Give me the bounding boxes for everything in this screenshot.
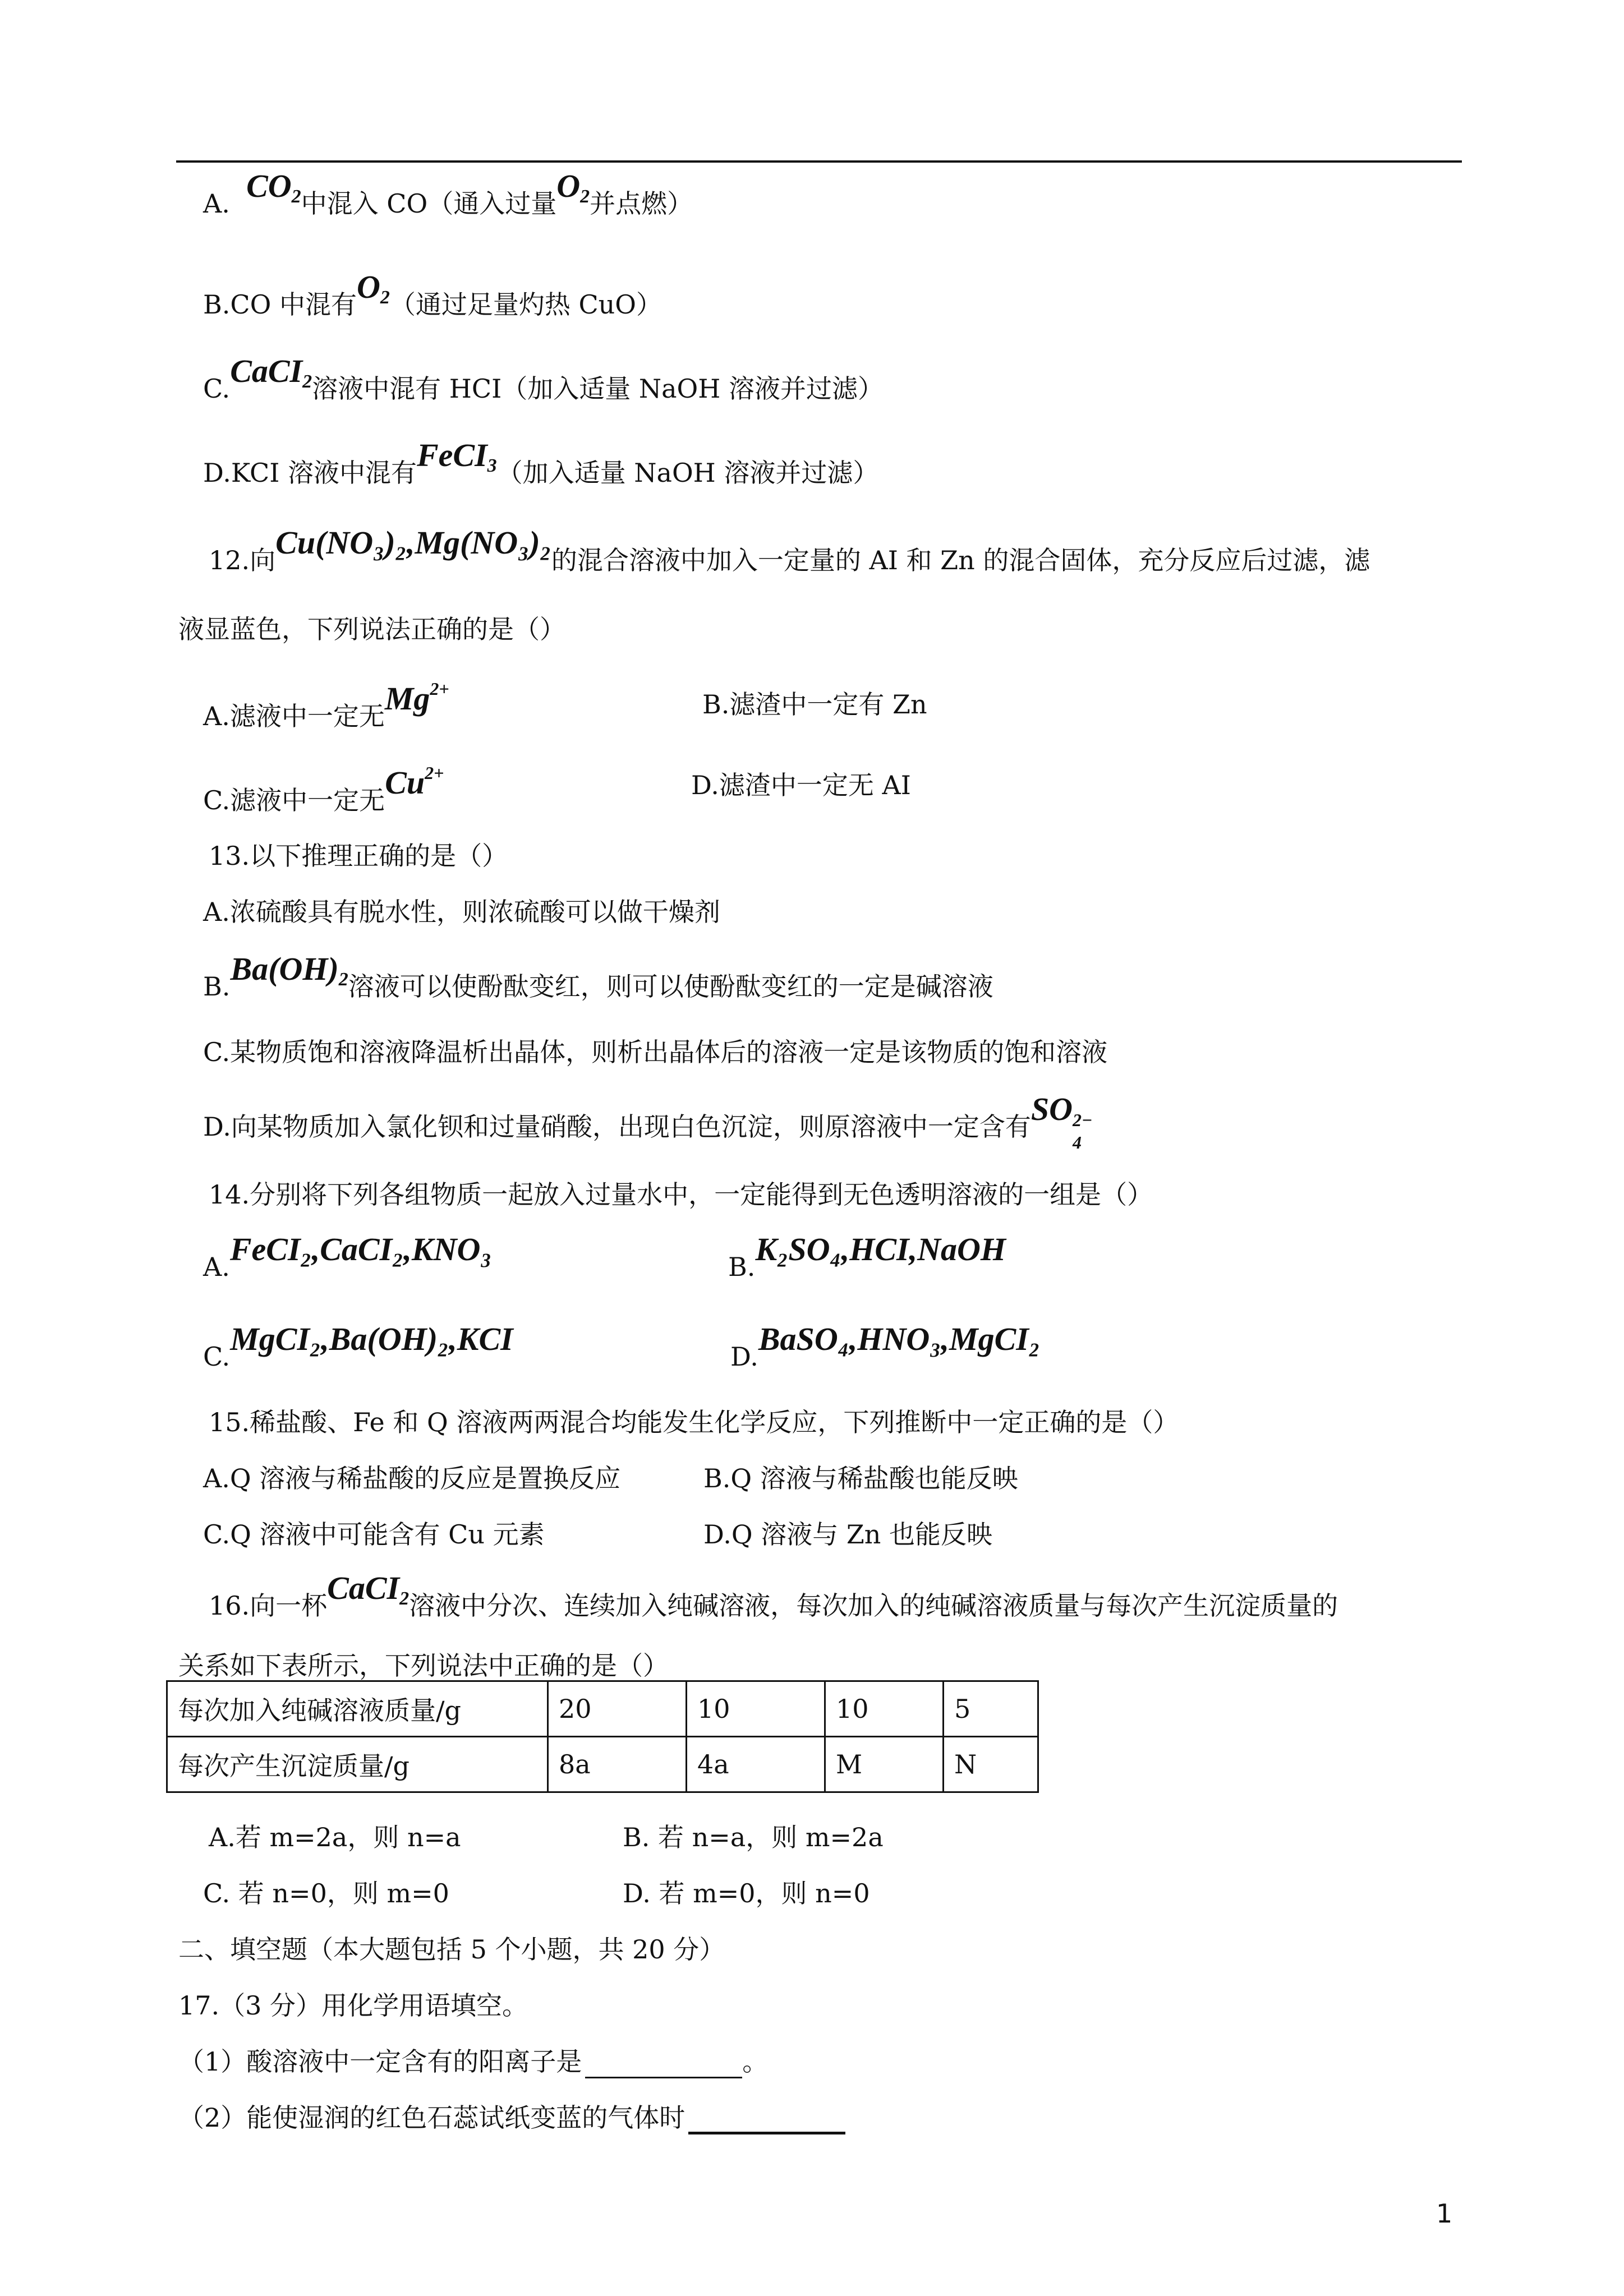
q14-option-b: B.K₂SO₄,HCI,NaOH (728, 1231, 1006, 1282)
answer-blank[interactable] (585, 2051, 742, 2078)
formula: Cu(NO₃)₂,Mg(NO₃)₂ (275, 524, 551, 561)
q17-part-1: （1）酸溶液中一定含有的阳离子是 。 (178, 2045, 768, 2078)
q11-option-b: B.CO 中混有$O_2$（通过足量灼热 CuO） (203, 269, 663, 320)
formula: $Ba(OH)_2$ (230, 951, 348, 990)
q16-option-c: C. 若 n=0，则 m=0 (203, 1878, 449, 1908)
q14-option-d: D.BaSO₄,HNO₃,MgCI₂ (730, 1321, 1041, 1372)
formula: SO 2− 4 (1030, 1091, 1093, 1152)
formula: FeCI$_3$ (416, 437, 497, 476)
q16-stem-line2: 关系如下表所示，下列说法中正确的是（） (178, 1650, 669, 1681)
formula: $O_2$ (556, 168, 590, 207)
q14-option-a: A.FeCI₂,CaCI₂,KNO₃ (203, 1231, 492, 1282)
table-cell: N (944, 1737, 1038, 1792)
q12-option-b: B.滤渣中一定有 Zn (702, 689, 927, 720)
formula: CaCI$_2$ (327, 1570, 410, 1609)
q13-option-c: C.某物质饱和溶液降温析出晶体，则析出晶体后的溶液一定是该物质的饱和溶液 (203, 1037, 1108, 1067)
q11-option-a: A. $CO_2$中混入 CO（通入过量$O_2$并点燃） (203, 168, 693, 219)
q16-data-table (166, 1680, 1039, 1793)
q15-option-c: C.Q 溶液中可能含有 Cu 元素 (203, 1519, 545, 1550)
q15-option-a: A.Q 溶液与稀盐酸的反应是置换反应 (203, 1463, 621, 1493)
q15-stem: 15.稀盐酸、Fe 和 Q 溶液两两混合均能发生化学反应，下列推断中一定正确的是（） (209, 1407, 1179, 1437)
q11-option-d: D.KCI 溶液中混有FeCI$_3$（加入适量 NaOH 溶液并过滤） (203, 437, 879, 488)
q16-option-b: B. 若 n=a，则 m=2a (623, 1822, 884, 1852)
q16-stem: 16.向一杯CaCI$_2$溶液中分次、连续加入纯碱溶液，每次加入的纯碱溶液质量与每次产生沉淀质量的 (209, 1570, 1338, 1621)
q12-option-d: D.滤渣中一定无 AI (691, 770, 911, 800)
table-cell: 10 (825, 1681, 944, 1737)
q13-option-a: A.浓硫酸具有脱水性，则浓硫酸可以做干燥剂 (203, 897, 720, 927)
page-number: 1 (1436, 2198, 1453, 2229)
formula: $Cu^{2+}$ (385, 763, 444, 801)
formula: MgCI₂,Ba(OH)₂,KCI (230, 1321, 513, 1357)
table-cell: 每次加入纯碱溶液质量/g (167, 1681, 548, 1737)
formula: $CO_2$ (246, 168, 301, 207)
q14-option-c: C.MgCI₂,Ba(OH)₂,KCI (203, 1321, 513, 1372)
q17-part-2: （2）能使湿润的红色石蕊试纸变蓝的气体时 (178, 2101, 845, 2134)
table-cell: 每次产生沉淀质量/g (167, 1737, 548, 1792)
q13-stem: 13.以下推理正确的是（） (209, 841, 508, 871)
section-heading: 二、填空题（本大题包括 5 个小题，共 20 分） (178, 1934, 725, 1965)
table-row (167, 1681, 1038, 1737)
table-cell: 8a (548, 1737, 687, 1792)
table-cell: 5 (944, 1681, 1038, 1737)
q12-option-a: A.滤液中一定无$Mg^{2+}$ (203, 679, 449, 731)
q12-stem: 12.向Cu(NO₃)₂,Mg(NO₃)₂的混合溶液中加入一定量的 AI 和 Zn 的混合固体，充分反应后过滤，滤 (209, 524, 1370, 575)
formula: CaCI$_2$ (230, 353, 312, 392)
q16-option-a: A.若 m=2a，则 n=a (209, 1822, 461, 1852)
table-row (167, 1737, 1038, 1792)
q13-option-d: D.向某物质加入氯化钡和过量硝酸，出现白色沉淀，则原溶液中一定含有SO 2− 4 (203, 1091, 1093, 1152)
table-cell: 4a (687, 1737, 825, 1792)
formula: BaSO₄,HNO₃,MgCI₂ (758, 1321, 1041, 1357)
table-cell: 20 (548, 1681, 687, 1737)
q17-stem: 17.（3 分）用化学用语填空。 (178, 1990, 528, 2021)
q15-option-b: B.Q 溶液与稀盐酸也能反映 (703, 1463, 1018, 1493)
q16-option-d: D. 若 m=0，则 n=0 (623, 1878, 870, 1908)
formula: K₂SO₄,HCI,NaOH (755, 1231, 1006, 1267)
q12-stem-line2: 液显蓝色，下列说法正确的是（） (178, 614, 565, 644)
q15-option-d: D.Q 溶液与 Zn 也能反映 (703, 1519, 993, 1550)
answer-blank[interactable] (688, 2106, 845, 2134)
q14-stem: 14.分别将下列各组物质一起放入过量水中，一定能得到无色透明溶液的一组是（） (209, 1179, 1153, 1210)
formula: FeCI₂,CaCI₂,KNO₃ (229, 1231, 492, 1267)
q12-option-c: C.滤液中一定无$Cu^{2+}$ (203, 763, 444, 815)
q11-option-c: C.CaCI$_2$溶液中混有 HCI（加入适量 NaOH 溶液并过滤） (203, 353, 884, 404)
table-cell: M (825, 1737, 944, 1792)
formula: $Mg^{2+}$ (384, 679, 449, 717)
table-cell: 10 (687, 1681, 825, 1737)
header-rule (176, 160, 1462, 163)
formula: $O_2$ (356, 269, 390, 308)
q13-option-b: $B.Ba(OH)_2$溶液可以使酚酞变红，则可以使酚酞变红的一定是碱溶液 (203, 951, 993, 1002)
